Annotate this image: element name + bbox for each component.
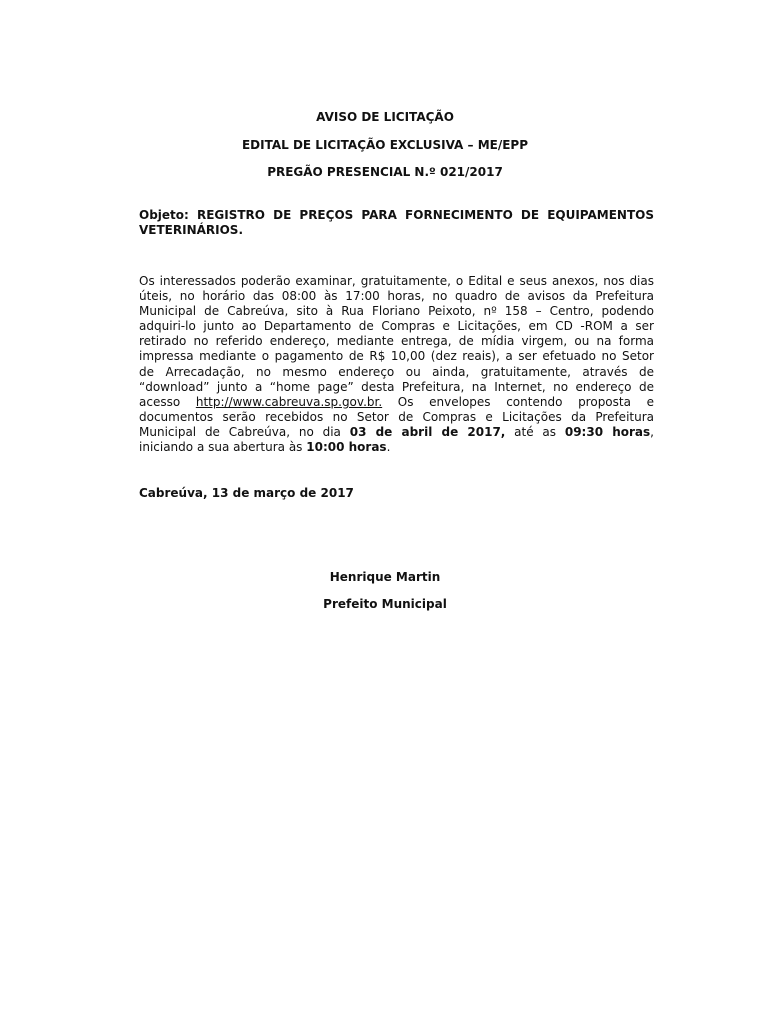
body-text-segment: Municipal de Cabreúva, no dia	[139, 424, 350, 439]
body-line	[139, 395, 654, 410]
body-line: adquiri-lo junto ao Departamento de Compras e Licitações, em CD -ROM a ser	[139, 319, 654, 334]
body-line	[139, 425, 654, 440]
process-number: PREGÃO PRESENCIAL N.º 021/2017	[267, 165, 503, 179]
body-paragraph	[139, 274, 654, 455]
objeto-line-1: Objeto: REGISTRO DE PREÇOS PARA FORNECIMENTO DE EQUIPAMENTOS	[139, 208, 654, 222]
body-text-segment: até as	[505, 424, 565, 439]
body-line: Os interessados poderão examinar, gratuitamente, o Edital e seus anexos, nos dias	[139, 274, 654, 288]
body-line: de Arrecadação, no mesmo endereço ou ainda, gratuitamente, através de	[139, 364, 654, 379]
objeto-paragraph	[139, 208, 654, 238]
body-text-segment: .	[386, 440, 391, 455]
body-line: retirado no referido endereço, mediante entrega, de mídia virgem, ou na forma	[139, 334, 654, 349]
body-text-segment: ,	[650, 424, 654, 439]
website-link[interactable]: http://www.cabreuva.sp.gov.br.	[195, 394, 383, 409]
body-line: úteis, no horário das 08:00 às 17:00 horas, no quadro de avisos da Prefeitura	[139, 289, 654, 304]
body-line: “download” junto a “home page” desta Prefeitura, na Internet, no endereço de	[139, 379, 654, 394]
notice-subtitle: EDITAL DE LICITAÇÃO EXCLUSIVA – ME/EPP	[241, 138, 529, 152]
body-line: Municipal de Cabreúva, sito à Rua Floriano Peixoto, nº 158 – Centro, podendo	[139, 304, 654, 319]
place-date: Cabreúva, 13 de março de 2017	[139, 486, 354, 500]
deadline-time: 09:30 horas	[564, 424, 651, 439]
objeto-line-2: VETERINÁRIOS.	[139, 223, 244, 237]
signature-title: Prefeito Municipal	[323, 597, 447, 611]
body-line: documentos serão recebidos no Setor de Compras e Licitações da Prefeitura	[139, 409, 654, 424]
body-text-segment: iniciando a sua abertura às	[139, 440, 307, 455]
body-text-segment: Os envelopes contendo proposta e	[382, 394, 654, 409]
opening-date: 03 de abril de 2017,	[349, 424, 506, 439]
opening-time: 10:00 horas	[306, 440, 387, 455]
body-line: impressa mediante o pagamento de R$ 10,00 (dez reais), a ser efetuado no Setor	[139, 349, 654, 364]
body-line	[139, 440, 654, 455]
signature-name: Henrique Martin	[329, 570, 441, 584]
body-text-segment: acesso	[139, 394, 196, 409]
notice-title: AVISO DE LICITAÇÃO	[316, 110, 454, 124]
